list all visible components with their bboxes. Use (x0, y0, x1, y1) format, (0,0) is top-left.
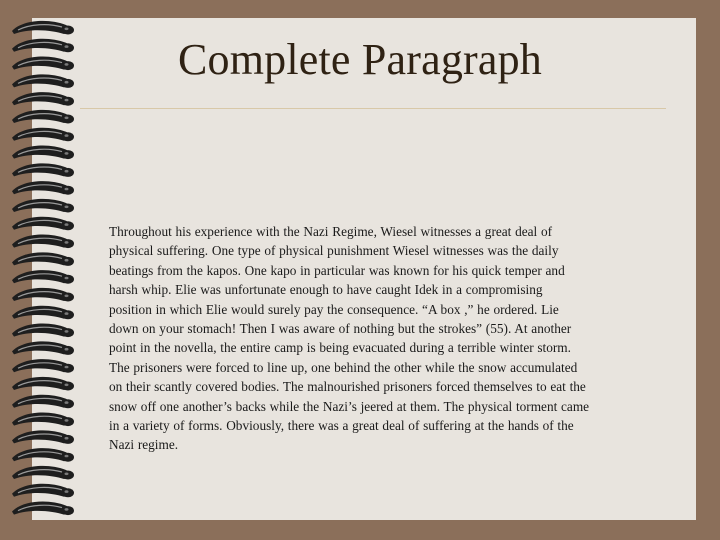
binding-ring-icon (12, 430, 74, 444)
binding-ring-icon (12, 448, 74, 462)
body-line: point in the novella, the entire camp is being evacuated during a terrible winter storm. (109, 340, 571, 356)
binding-ring-icon (12, 359, 74, 373)
binding-ring-icon (12, 181, 74, 195)
binding-ring-icon (12, 235, 74, 249)
body-line: Nazi regime. (109, 437, 179, 453)
binding-ring-icon (12, 252, 74, 266)
spiral-binding (8, 14, 80, 524)
body-line: harsh whip. Elie was unfortunate enough to have caught Idek in a compromising (109, 282, 543, 298)
binding-ring-icon (12, 484, 74, 498)
binding-ring-icon (12, 395, 74, 409)
binding-ring-icon (12, 128, 74, 142)
binding-ring-icon (12, 21, 74, 35)
binding-ring-icon (12, 306, 74, 320)
binding-ring-icon (12, 341, 74, 355)
binding-ring-icon (12, 92, 74, 106)
binding-ring-icon (12, 502, 74, 516)
body-line: position in which Elie would surely pay the consequence. “A box ,” he ordered. Lie (109, 301, 559, 317)
body-line: snow off one another’s backs while the Nazi’s jeered at them. The physical torment came (109, 398, 590, 414)
title-divider (80, 108, 666, 109)
binding-ring-icon (12, 110, 74, 124)
body-line: The prisoners were forced to line up, one behind the other while the snow accumulated (109, 359, 578, 375)
body-line: in a variety of forms. Obviously, there was a great deal of suffering at the hands of the (109, 418, 574, 434)
binding-ring-icon (12, 217, 74, 231)
binding-ring-icon (12, 377, 74, 391)
body-line: on their scantly covered bodies. The malnourished prisoners forced themselves to eat the (109, 379, 586, 395)
slide-title: Complete Paragraph (177, 35, 543, 84)
body-line: down on your stomach! Then I was aware of nothing but the strokes” (55). At another (109, 321, 572, 337)
binding-ring-icon (12, 146, 74, 160)
binding-ring-icon (12, 413, 74, 427)
slide-body-paragraph (109, 222, 687, 455)
binding-ring-icon (12, 324, 74, 338)
body-line: beatings from the kapos. One kapo in particular was known for his quick temper and (109, 262, 565, 278)
binding-ring-icon (12, 163, 74, 177)
binding-ring-icon (12, 288, 74, 302)
binding-ring-icon (12, 466, 74, 480)
body-line: physical suffering. One type of physical punishment Wiesel witnesses was the daily (109, 243, 559, 259)
binding-ring-icon (12, 199, 74, 213)
body-line: Throughout his experience with the Nazi Regime, Wiesel witnesses a great deal of (109, 224, 553, 239)
binding-ring-icon (12, 270, 74, 284)
